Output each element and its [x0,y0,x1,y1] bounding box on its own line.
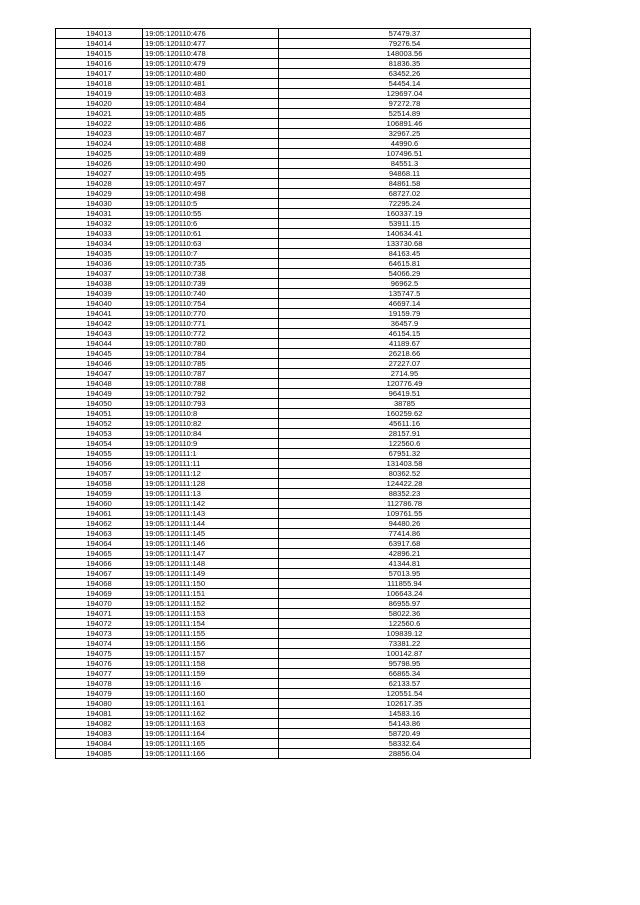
amount-cell: 100142.87 [279,649,531,659]
row-number-cell: 194047 [56,369,143,379]
row-number-cell: 194049 [56,389,143,399]
table-row [56,69,531,79]
row-number-cell: 194033 [56,229,143,239]
reference-code-cell: 19:05:120110:55 [143,209,279,219]
amount-cell: 97272.78 [279,99,531,109]
table-row [56,499,531,509]
row-number-cell: 194030 [56,199,143,209]
amount-cell: 102617.35 [279,699,531,709]
table-row [56,329,531,339]
amount-cell: 133730.68 [279,239,531,249]
amount-cell: 160259.62 [279,409,531,419]
table-row [56,639,531,649]
table-row [56,389,531,399]
amount-cell: 124422.28 [279,479,531,489]
table-row [56,89,531,99]
reference-code-cell: 19:05:120110:476 [143,29,279,39]
amount-cell: 84551.3 [279,159,531,169]
amount-cell: 160337.19 [279,209,531,219]
amount-cell: 86955.97 [279,599,531,609]
table-row [56,199,531,209]
table-row [56,219,531,229]
amount-cell: 32967.25 [279,129,531,139]
table-row [56,699,531,709]
amount-cell: 88352.23 [279,489,531,499]
reference-code-cell: 19:05:120111:151 [143,589,279,599]
row-number-cell: 194064 [56,539,143,549]
table-row [56,479,531,489]
reference-code-cell: 19:05:120111:149 [143,569,279,579]
reference-code-cell: 19:05:120110:483 [143,89,279,99]
table-row [56,619,531,629]
reference-code-cell: 19:05:120111:157 [143,649,279,659]
amount-cell: 41189.67 [279,339,531,349]
table-row [56,39,531,49]
table-row [56,99,531,109]
table-row [56,579,531,589]
reference-code-cell: 19:05:120110:489 [143,149,279,159]
table-row [56,179,531,189]
table-row [56,379,531,389]
reference-code-cell: 19:05:120111:161 [143,699,279,709]
row-number-cell: 194021 [56,109,143,119]
table-row [56,509,531,519]
table-row [56,609,531,619]
reference-code-cell: 19:05:120111:153 [143,609,279,619]
reference-code-cell: 19:05:120110:735 [143,259,279,269]
amount-cell: 66865.34 [279,669,531,679]
amount-cell: 94868.11 [279,169,531,179]
table-row [56,669,531,679]
row-number-cell: 194017 [56,69,143,79]
amount-cell: 36457.9 [279,319,531,329]
row-number-cell: 194041 [56,309,143,319]
row-number-cell: 194032 [56,219,143,229]
row-number-cell: 194070 [56,599,143,609]
amount-cell: 80362.52 [279,469,531,479]
amount-cell: 129697.04 [279,89,531,99]
table-row [56,49,531,59]
amount-cell: 54143.86 [279,719,531,729]
reference-code-cell: 19:05:120111:155 [143,629,279,639]
row-number-cell: 194085 [56,749,143,759]
amount-cell: 26218.66 [279,349,531,359]
amount-cell: 58332.64 [279,739,531,749]
reference-code-cell: 19:05:120111:164 [143,729,279,739]
reference-code-cell: 19:05:120111:166 [143,749,279,759]
reference-code-cell: 19:05:120111:152 [143,599,279,609]
row-number-cell: 194081 [56,709,143,719]
reference-code-cell: 19:05:120110:785 [143,359,279,369]
row-number-cell: 194056 [56,459,143,469]
amount-cell: 28856.04 [279,749,531,759]
row-number-cell: 194022 [56,119,143,129]
row-number-cell: 194029 [56,189,143,199]
document-page [55,28,531,759]
table-row [56,209,531,219]
row-number-cell: 194023 [56,129,143,139]
row-number-cell: 194055 [56,449,143,459]
reference-code-cell: 19:05:120111:165 [143,739,279,749]
reference-code-cell: 19:05:120110:497 [143,179,279,189]
row-number-cell: 194073 [56,629,143,639]
amount-cell: 120776.49 [279,379,531,389]
table-row [56,169,531,179]
row-number-cell: 194051 [56,409,143,419]
amount-cell: 57479.37 [279,29,531,39]
row-number-cell: 194062 [56,519,143,529]
table-row [56,599,531,609]
row-number-cell: 194016 [56,59,143,69]
row-number-cell: 194054 [56,439,143,449]
amount-cell: 44990.6 [279,139,531,149]
table-row [56,539,531,549]
amount-cell: 148003.56 [279,49,531,59]
reference-code-cell: 19:05:120111:16 [143,679,279,689]
amount-cell: 112786.78 [279,499,531,509]
amount-cell: 109761.55 [279,509,531,519]
row-number-cell: 194058 [56,479,143,489]
amount-cell: 122560.6 [279,619,531,629]
reference-code-cell: 19:05:120111:143 [143,509,279,519]
reference-code-cell: 19:05:120110:772 [143,329,279,339]
row-number-cell: 194027 [56,169,143,179]
row-number-cell: 194026 [56,159,143,169]
reference-code-cell: 19:05:120111:128 [143,479,279,489]
table-row [56,549,531,559]
amount-cell: 45611.16 [279,419,531,429]
row-number-cell: 194068 [56,579,143,589]
reference-code-cell: 19:05:120110:792 [143,389,279,399]
reference-code-cell: 19:05:120110:7 [143,249,279,259]
row-number-cell: 194066 [56,559,143,569]
table-row [56,339,531,349]
row-number-cell: 194043 [56,329,143,339]
amount-cell: 135747.5 [279,289,531,299]
row-number-cell: 194072 [56,619,143,629]
table-row [56,359,531,369]
row-number-cell: 194079 [56,689,143,699]
reference-code-cell: 19:05:120110:498 [143,189,279,199]
reference-code-cell: 19:05:120111:13 [143,489,279,499]
amount-cell: 54454.14 [279,79,531,89]
reference-code-cell: 19:05:120111:1 [143,449,279,459]
row-number-cell: 194014 [56,39,143,49]
row-number-cell: 194035 [56,249,143,259]
amount-cell: 63452.26 [279,69,531,79]
amount-cell: 111855.94 [279,579,531,589]
amount-cell: 41344.81 [279,559,531,569]
row-number-cell: 194038 [56,279,143,289]
reference-code-cell: 19:05:120110:784 [143,349,279,359]
table-row [56,739,531,749]
amount-cell: 27227.07 [279,359,531,369]
table-row [56,459,531,469]
table-row [56,229,531,239]
table-row [56,529,531,539]
reference-code-cell: 19:05:120111:147 [143,549,279,559]
data-table [55,28,531,759]
table-row [56,489,531,499]
reference-code-cell: 19:05:120110:739 [143,279,279,289]
row-number-cell: 194059 [56,489,143,499]
table-row [56,589,531,599]
row-number-cell: 194042 [56,319,143,329]
table-row [56,709,531,719]
table-row [56,679,531,689]
table-row [56,189,531,199]
row-number-cell: 194025 [56,149,143,159]
table-row [56,249,531,259]
row-number-cell: 194048 [56,379,143,389]
table-row [56,729,531,739]
reference-code-cell: 19:05:120111:154 [143,619,279,629]
amount-cell: 68727.02 [279,189,531,199]
amount-cell: 122560.6 [279,439,531,449]
row-number-cell: 194084 [56,739,143,749]
reference-code-cell: 19:05:120110:63 [143,239,279,249]
table-row [56,129,531,139]
table-row [56,569,531,579]
reference-code-cell: 19:05:120111:146 [143,539,279,549]
amount-cell: 140634.41 [279,229,531,239]
reference-code-cell: 19:05:120110:780 [143,339,279,349]
amount-cell: 64615.81 [279,259,531,269]
reference-code-cell: 19:05:120110:490 [143,159,279,169]
reference-code-cell: 19:05:120110:481 [143,79,279,89]
table-row [56,309,531,319]
amount-cell: 109839.12 [279,629,531,639]
amount-cell: 96962.5 [279,279,531,289]
reference-code-cell: 19:05:120110:478 [143,49,279,59]
table-row [56,649,531,659]
row-number-cell: 194040 [56,299,143,309]
row-number-cell: 194075 [56,649,143,659]
reference-code-cell: 19:05:120110:9 [143,439,279,449]
reference-code-cell: 19:05:120110:8 [143,409,279,419]
reference-code-cell: 19:05:120110:771 [143,319,279,329]
row-number-cell: 194080 [56,699,143,709]
amount-cell: 96419.51 [279,389,531,399]
table-row [56,349,531,359]
reference-code-cell: 19:05:120111:158 [143,659,279,669]
row-number-cell: 194034 [56,239,143,249]
reference-code-cell: 19:05:120110:487 [143,129,279,139]
table-row [56,469,531,479]
amount-cell: 84861.58 [279,179,531,189]
reference-code-cell: 19:05:120110:754 [143,299,279,309]
table-row [56,159,531,169]
table-row [56,259,531,269]
row-number-cell: 194050 [56,399,143,409]
reference-code-cell: 19:05:120111:11 [143,459,279,469]
table-row [56,59,531,69]
table-row [56,559,531,569]
amount-cell: 81836.35 [279,59,531,69]
table-row [56,319,531,329]
reference-code-cell: 19:05:120111:156 [143,639,279,649]
row-number-cell: 194019 [56,89,143,99]
reference-code-cell: 19:05:120111:145 [143,529,279,539]
table-row [56,289,531,299]
table-row [56,299,531,309]
amount-cell: 77414.86 [279,529,531,539]
reference-code-cell: 19:05:120110:787 [143,369,279,379]
table-row [56,139,531,149]
reference-code-cell: 19:05:120110:84 [143,429,279,439]
reference-code-cell: 19:05:120110:738 [143,269,279,279]
table-row [56,239,531,249]
row-number-cell: 194078 [56,679,143,689]
table-row [56,449,531,459]
table-row [56,659,531,669]
row-number-cell: 194077 [56,669,143,679]
table-row [56,429,531,439]
reference-code-cell: 19:05:120110:740 [143,289,279,299]
reference-code-cell: 19:05:120110:61 [143,229,279,239]
row-number-cell: 194028 [56,179,143,189]
reference-code-cell: 19:05:120111:162 [143,709,279,719]
table-row [56,719,531,729]
table-row [56,629,531,639]
table-row [56,749,531,759]
amount-cell: 14583.16 [279,709,531,719]
amount-cell: 28157.91 [279,429,531,439]
reference-code-cell: 19:05:120110:485 [143,109,279,119]
reference-code-cell: 19:05:120111:150 [143,579,279,589]
reference-code-cell: 19:05:120111:148 [143,559,279,569]
row-number-cell: 194067 [56,569,143,579]
table-row [56,399,531,409]
table-row [56,79,531,89]
row-number-cell: 194071 [56,609,143,619]
reference-code-cell: 19:05:120110:488 [143,139,279,149]
amount-cell: 38785 [279,399,531,409]
amount-cell: 58720.49 [279,729,531,739]
table-row [56,149,531,159]
reference-code-cell: 19:05:120110:788 [143,379,279,389]
row-number-cell: 194020 [56,99,143,109]
amount-cell: 95798.95 [279,659,531,669]
reference-code-cell: 19:05:120110:486 [143,119,279,129]
amount-cell: 106643.24 [279,589,531,599]
amount-cell: 53911.15 [279,219,531,229]
amount-cell: 58022.36 [279,609,531,619]
reference-code-cell: 19:05:120111:160 [143,689,279,699]
row-number-cell: 194018 [56,79,143,89]
table-row [56,689,531,699]
reference-code-cell: 19:05:120111:163 [143,719,279,729]
row-number-cell: 194045 [56,349,143,359]
row-number-cell: 194013 [56,29,143,39]
amount-cell: 63917.68 [279,539,531,549]
row-number-cell: 194036 [56,259,143,269]
row-number-cell: 194053 [56,429,143,439]
amount-cell: 42896.21 [279,549,531,559]
row-number-cell: 194082 [56,719,143,729]
amount-cell: 67951.32 [279,449,531,459]
row-number-cell: 194031 [56,209,143,219]
amount-cell: 46154.15 [279,329,531,339]
amount-cell: 19159.79 [279,309,531,319]
amount-cell: 57013.95 [279,569,531,579]
reference-code-cell: 19:05:120111:12 [143,469,279,479]
row-number-cell: 194052 [56,419,143,429]
amount-cell: 131403.58 [279,459,531,469]
table-row [56,279,531,289]
amount-cell: 73381.22 [279,639,531,649]
amount-cell: 94480.26 [279,519,531,529]
row-number-cell: 194024 [56,139,143,149]
amount-cell: 2714.95 [279,369,531,379]
row-number-cell: 194065 [56,549,143,559]
reference-code-cell: 19:05:120110:477 [143,39,279,49]
table-row [56,419,531,429]
row-number-cell: 194083 [56,729,143,739]
row-number-cell: 194037 [56,269,143,279]
reference-code-cell: 19:05:120110:770 [143,309,279,319]
row-number-cell: 194039 [56,289,143,299]
row-number-cell: 194076 [56,659,143,669]
table-row [56,369,531,379]
reference-code-cell: 19:05:120111:159 [143,669,279,679]
row-number-cell: 194074 [56,639,143,649]
row-number-cell: 194015 [56,49,143,59]
row-number-cell: 194044 [56,339,143,349]
amount-cell: 72295.24 [279,199,531,209]
amount-cell: 120551.54 [279,689,531,699]
table-row [56,29,531,39]
amount-cell: 62133.57 [279,679,531,689]
reference-code-cell: 19:05:120110:480 [143,69,279,79]
reference-code-cell: 19:05:120110:495 [143,169,279,179]
amount-cell: 52514.89 [279,109,531,119]
table-row [56,269,531,279]
row-number-cell: 194061 [56,509,143,519]
table-row [56,109,531,119]
amount-cell: 54066.29 [279,269,531,279]
row-number-cell: 194060 [56,499,143,509]
row-number-cell: 194046 [56,359,143,369]
reference-code-cell: 19:05:120110:6 [143,219,279,229]
reference-code-cell: 19:05:120111:142 [143,499,279,509]
reference-code-cell: 19:05:120110:479 [143,59,279,69]
amount-cell: 84163.45 [279,249,531,259]
table-row [56,409,531,419]
amount-cell: 107496.51 [279,149,531,159]
row-number-cell: 194063 [56,529,143,539]
amount-cell: 106891.46 [279,119,531,129]
amount-cell: 79276.54 [279,39,531,49]
table-row [56,519,531,529]
table-body [56,29,531,759]
reference-code-cell: 19:05:120110:793 [143,399,279,409]
row-number-cell: 194057 [56,469,143,479]
amount-cell: 46697.14 [279,299,531,309]
table-row [56,439,531,449]
table-row [56,119,531,129]
reference-code-cell: 19:05:120110:5 [143,199,279,209]
row-number-cell: 194069 [56,589,143,599]
reference-code-cell: 19:05:120110:82 [143,419,279,429]
reference-code-cell: 19:05:120111:144 [143,519,279,529]
reference-code-cell: 19:05:120110:484 [143,99,279,109]
